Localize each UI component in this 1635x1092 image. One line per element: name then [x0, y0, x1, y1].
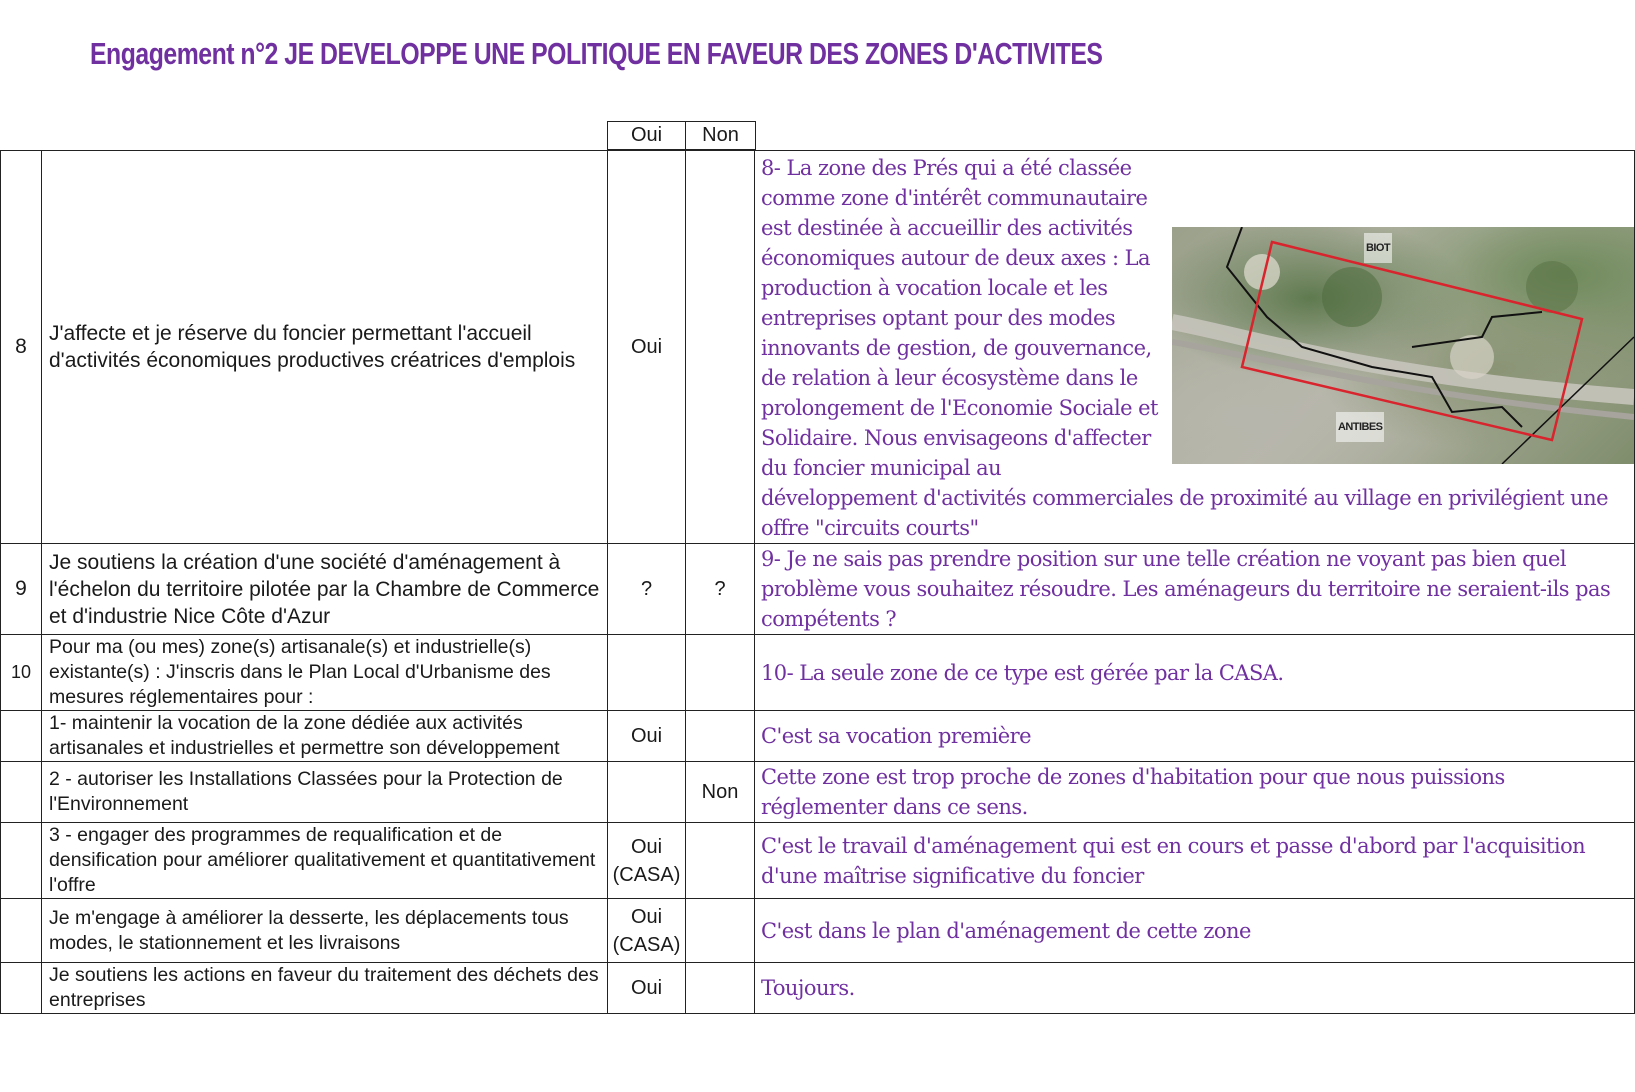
row-non — [686, 151, 755, 544]
table-row — [1, 151, 1635, 544]
oui-label: Oui — [630, 835, 663, 858]
row-non — [686, 899, 755, 963]
row-oui: ? — [608, 544, 686, 635]
row-oui — [608, 762, 686, 823]
table-row — [1, 711, 1635, 762]
row-question: 1- maintenir la vocation de la zone dédiée aux activités artisanales et industrielles et permettre son développement — [42, 711, 608, 762]
row-question: Je soutiens la création d'une société d'aménagement à l'échelon du territoire pilotée par la Chambre de Commerce et d'industrie Nice Côte d'Azur — [42, 544, 608, 635]
row-oui — [608, 823, 686, 899]
row-non: Non — [686, 762, 755, 823]
answer-text-second: Nous envisageons d'affecter du foncier municipal au développement d'activités commerciales de proximité au village en privilégient une offre "circuits courts" — [761, 426, 1609, 540]
map-label-south: ANTIBES — [1336, 412, 1384, 442]
table-row — [1, 823, 1635, 899]
row-question: Je m'engage à améliorer la desserte, les déplacements tous modes, le stationnement et les livraisons — [42, 899, 608, 963]
row-number: 9 — [1, 544, 42, 635]
row-oui: Oui — [608, 711, 686, 762]
row-number — [1, 963, 42, 1014]
header-oui: Oui — [608, 122, 686, 149]
row-oui: Oui — [608, 151, 686, 544]
zone-map-image — [1172, 227, 1634, 464]
header-non: Non — [702, 124, 739, 146]
row-answer — [755, 151, 1635, 544]
row-non — [686, 823, 755, 899]
row-answer: Cette zone est trop proche de zones d'habitation pour que nous puissions réglementer dans ce sens. — [755, 762, 1635, 823]
engagement-table — [0, 150, 1635, 1014]
table-row — [1, 963, 1635, 1014]
row-number — [1, 762, 42, 823]
row-question: 3 - engager des programmes de requalification et de densification pour améliorer qualitativement et quantitativement l'offre — [42, 823, 608, 899]
map-label-north: BIOT — [1364, 233, 1392, 263]
row-non — [686, 635, 755, 711]
oui-label: Oui — [630, 905, 663, 928]
row-non: ? — [686, 544, 755, 635]
row-oui: Oui — [608, 963, 686, 1014]
row-answer: C'est le travail d'aménagement qui est en cours et passe d'abord par l'acquisition d'une maîtrise significative du foncier — [755, 823, 1635, 899]
row-question: 2 - autoriser les Installations Classées pour la Protection de l'Environnement — [42, 762, 608, 823]
row-oui — [608, 635, 686, 711]
row-answer: 10- La seule zone de ce type est gérée par la CASA. — [755, 635, 1635, 711]
row-answer: C'est sa vocation première — [755, 711, 1635, 762]
row-non — [686, 963, 755, 1014]
row-question: Je soutiens les actions en faveur du traitement des déchets des entreprises — [42, 963, 608, 1014]
row-oui — [608, 899, 686, 963]
row-question: Pour ma (ou mes) zone(s) artisanale(s) et industrielle(s) existante(s) : J'inscris dans le Plan Local d'Urbanisme des mesures réglementaires pour : — [42, 635, 608, 711]
row-question: J'affecte et je réserve du foncier permettant l'accueil d'activités économiques productives créatrices d'emplois — [42, 151, 608, 544]
row-answer: C'est dans le plan d'aménagement de cette zone — [755, 899, 1635, 963]
row-number — [1, 711, 42, 762]
table-row — [1, 635, 1635, 711]
table-row — [1, 544, 1635, 635]
row-answer: 9- Je ne sais pas prendre position sur une telle création ne voyant pas bien quel problème vous souhaitez résoudre. Les aménageurs du territoire ne seraient-ils pas compétents ? — [755, 544, 1635, 635]
oui-note: (CASA) — [612, 863, 681, 886]
answer-text-first: 8- La zone des Prés qui a été classée comme zone d'intérêt communautaire est destinée à accueillir des activités économiques autour de deux axes : La production à vocation locale et les entreprises optant pour des modes innovants de gestion, de gouvernance, de relation à leur écosystème dans le prolongement de l'Economie Sociale et Solidaire. — [761, 156, 1158, 450]
row-number — [1, 899, 42, 963]
row-answer: Toujours. — [755, 963, 1635, 1014]
table-row — [1, 899, 1635, 963]
column-header — [607, 121, 756, 150]
oui-note: (CASA) — [612, 933, 681, 956]
table-row — [1, 762, 1635, 823]
row-number — [1, 823, 42, 899]
row-number: 8 — [1, 151, 42, 544]
page-title: Engagement n°2 JE DEVELOPPE UNE POLITIQUE EN FAVEUR DES ZONES D'ACTIVITES — [90, 36, 1103, 71]
row-non — [686, 711, 755, 762]
row-number: 10 — [1, 635, 42, 711]
